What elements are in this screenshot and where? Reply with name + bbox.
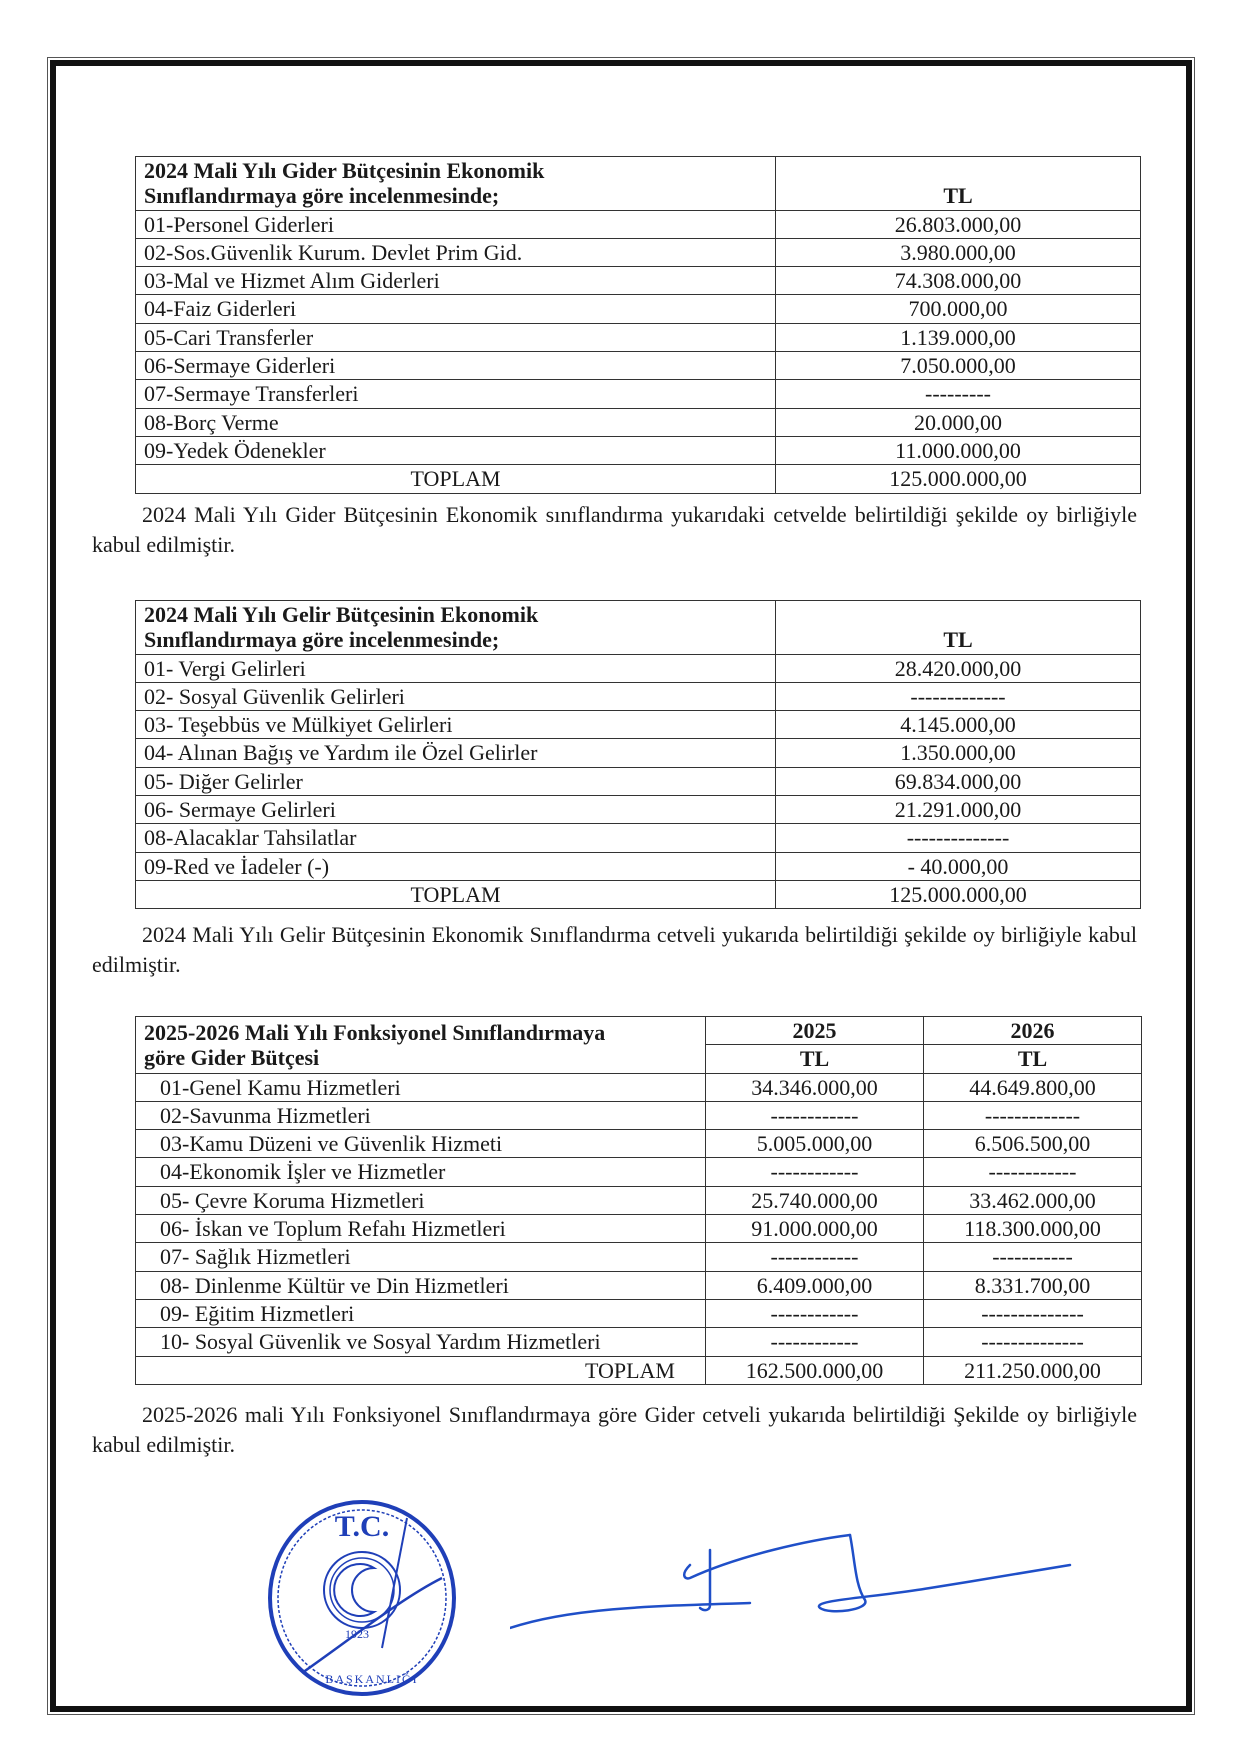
table-row: 04- Alınan Bağış ve Yardım ile Özel Gelirler 1.350.000,00 <box>136 739 1141 767</box>
table-row: 02-Sos.Güvenlik Kurum. Devlet Prim Gid. 3.980.000,00 <box>136 238 1141 266</box>
table-row: 03-Kamu Düzeni ve Güvenlik Hizmeti 5.005.000,00 6.506.500,00 <box>136 1130 1142 1158</box>
table-row: 08-Alacaklar Tahsilatlar -------------- <box>136 824 1141 852</box>
table-header-row <box>136 1017 1142 1045</box>
table-row: 03- Teşebbüs ve Mülkiyet Gelirleri 4.145.000,00 <box>136 711 1141 739</box>
table-row: 07-Sermaye Transferleri --------- <box>136 380 1141 408</box>
table-row: 06- İskan ve Toplum Refahı Hizmetleri 91.000.000,00 118.300.000,00 <box>136 1215 1142 1243</box>
table-row: 09- Eğitim Hizmetleri ------------ -------------- <box>136 1299 1142 1327</box>
table-row: 07- Sağlık Hizmetleri ------------ ----------- <box>136 1243 1142 1271</box>
table-row: 02- Sosyal Güvenlik Gelirleri ------------- <box>136 682 1141 710</box>
revenue-table-note: 2024 Mali Yılı Gelir Bütçesinin Ekonomik Sınıflandırma cetveli yukarıda belirtildiği şekilde oy birliğiyle kabul edilmiştir. <box>92 922 1137 977</box>
svg-text:BAŞKANLIĞI: BAŞKANLIĞI <box>325 1672 419 1686</box>
table-row: 09-Yedek Ödenekler 11.000.000,00 <box>136 436 1141 464</box>
table-row: 06- Sermaye Gelirleri 21.291.000,00 <box>136 796 1141 824</box>
currency-header: TL <box>924 1045 1142 1073</box>
currency-header: TL <box>706 1045 924 1073</box>
table-row: 01- Vergi Gelirleri 28.420.000,00 <box>136 654 1141 682</box>
table-row: 09-Red ve İadeler (-) - 40.000,00 <box>136 852 1141 880</box>
table-title: 2025-2026 Mali Yılı Fonksiyonel Sınıflandırmaya göre Gider Bütçesi <box>136 1017 706 1074</box>
svg-text:1923: 1923 <box>345 1627 369 1641</box>
table-row: 01-Personel Giderleri 26.803.000,00 <box>136 210 1141 238</box>
functional-table-note: 2025-2026 mali Yılı Fonksiyonel Sınıflandırmaya göre Gider cetveli yukarıda belirtildiği Şekilde oy birliğiyle kabul edilmiştir. <box>92 1402 1137 1457</box>
table-row: 01-Genel Kamu Hizmetleri 34.346.000,00 44.649.800,00 <box>136 1073 1142 1101</box>
year-2026-header: 2026 <box>924 1017 1142 1045</box>
total-row: TOPLAM 125.000.000,00 <box>136 465 1141 493</box>
table-row: 03-Mal ve Hizmet Alım Giderleri 74.308.000,00 <box>136 267 1141 295</box>
currency-header: TL <box>776 601 1141 655</box>
functional-expense-table <box>135 1016 1142 1385</box>
year-2025-header: 2025 <box>706 1017 924 1045</box>
revenue-economic-table <box>135 600 1141 909</box>
official-seal-stamp-icon <box>262 1498 462 1698</box>
expense-economic-table <box>135 156 1141 494</box>
table-header-row <box>136 601 1141 655</box>
table-row: 05-Cari Transferler 1.139.000,00 <box>136 323 1141 351</box>
table-row: 08-Borç Verme 20.000,00 <box>136 408 1141 436</box>
table-header-row <box>136 157 1141 211</box>
expense-table-note: 2024 Mali Yılı Gider Bütçesinin Ekonomik sınıflandırma yukarıdaki cetvelde belirtildiği şekilde oy birliğiyle kabul edilmiştir. <box>92 502 1137 557</box>
svg-text:T.C.: T.C. <box>334 1510 390 1543</box>
table-row: 02-Savunma Hizmetleri ------------ ------------- <box>136 1101 1142 1129</box>
table-row: 06-Sermaye Giderleri 7.050.000,00 <box>136 352 1141 380</box>
table-title: 2024 Mali Yılı Gelir Bütçesinin Ekonomik Sınıflandırmaya göre incelenmesinde; <box>136 601 776 655</box>
table-row: 05- Diğer Gelirler 69.834.000,00 <box>136 767 1141 795</box>
signature-icon <box>510 1500 1090 1650</box>
table-title: 2024 Mali Yılı Gider Bütçesinin Ekonomik Sınıflandırmaya göre incelenmesinde; <box>136 157 776 211</box>
table-row: 04-Ekonomik İşler ve Hizmetler ------------ ------------ <box>136 1158 1142 1186</box>
total-row: TOPLAM 125.000.000,00 <box>136 880 1141 908</box>
table-row: 08- Dinlenme Kültür ve Din Hizmetleri 6.409.000,00 8.331.700,00 <box>136 1271 1142 1299</box>
currency-header: TL <box>776 157 1141 211</box>
table-row: 10- Sosyal Güvenlik ve Sosyal Yardım Hizmetleri ------------ -------------- <box>136 1328 1142 1356</box>
table-row: 05- Çevre Koruma Hizmetleri 25.740.000,00 33.462.000,00 <box>136 1186 1142 1214</box>
total-row: TOPLAM 162.500.000,00 211.250.000,00 <box>136 1356 1142 1384</box>
table-row: 04-Faiz Giderleri 700.000,00 <box>136 295 1141 323</box>
